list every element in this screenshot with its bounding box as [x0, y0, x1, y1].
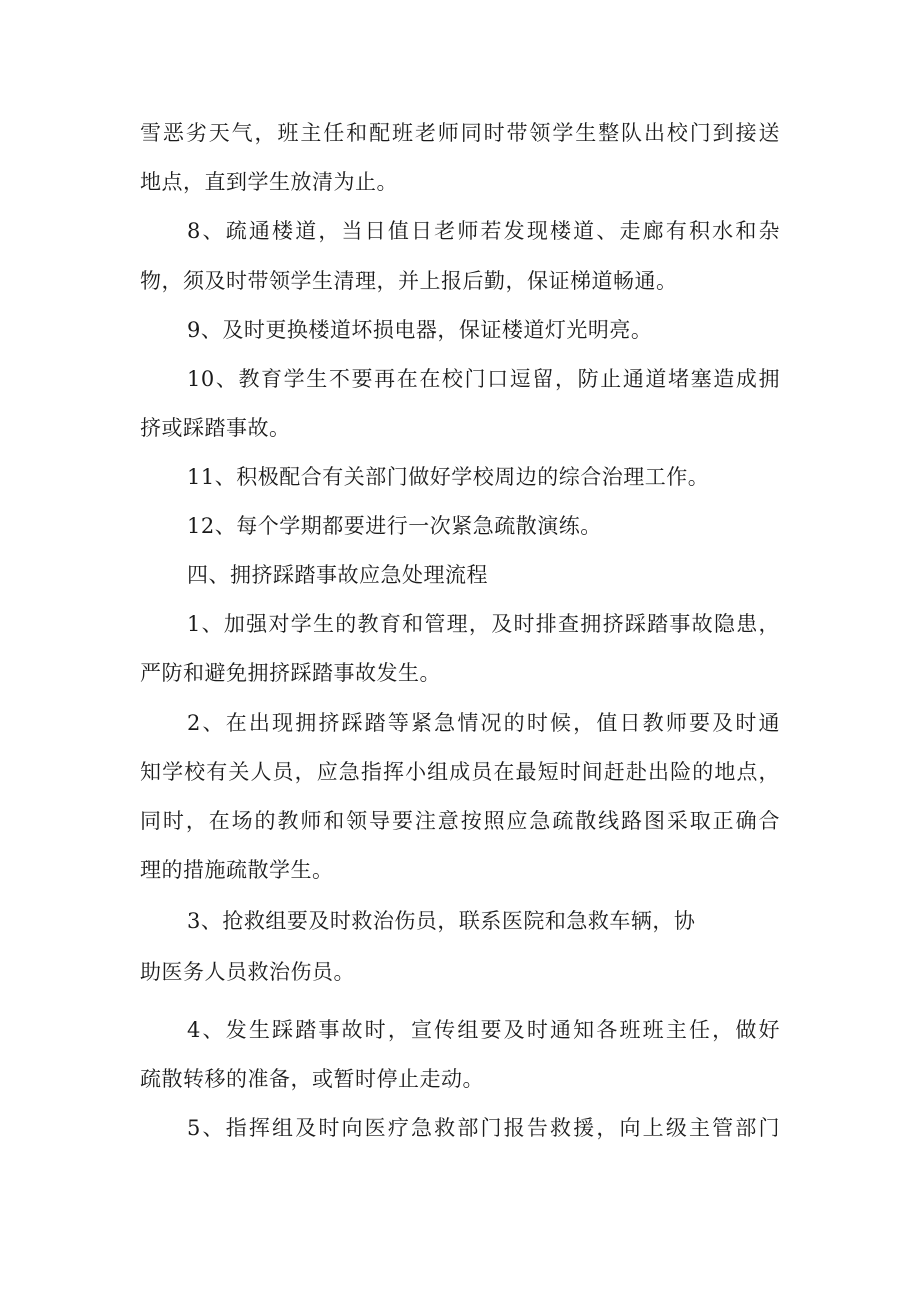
text-line: 9、及时更换楼道坏损电器，保证楼道灯光明亮。	[187, 318, 653, 342]
text-line: 4、发生踩踏事故时，宣传组要及时通知各班班主任，做好	[187, 1018, 780, 1042]
text-line: 3、抢救组要及时救治伤员，联系医院和急救车辆，协	[187, 909, 696, 933]
text-line: 雪恶劣天气，班主任和配班老师同时带领学生整队出校门到接送	[140, 121, 780, 145]
text-line: 助医务人员救治伤员。	[140, 960, 355, 984]
text-line: 12、每个学期都要进行一次紧急疏散演练。	[187, 514, 602, 538]
text-line: 严防和避免拥挤踩踏事故发生。	[140, 661, 441, 685]
text-line: 知学校有关人员，应急指挥小组成员在最短时间赶赴出险的地点，	[140, 760, 780, 784]
text-line: 8、疏通楼道，当日值日老师若发现楼道、走廊有积水和杂	[187, 219, 780, 243]
text-line: 同时，在场的教师和领导要注意按照应急疏散线路图采取正确合	[140, 809, 780, 833]
text-line: 理的措施疏散学生。	[140, 858, 334, 882]
text-line: 物，须及时带领学生清理，并上报后勤，保证梯道畅通。	[140, 269, 678, 293]
text-line: 1、加强对学生的教育和管理，及时排查拥挤踩踏事故隐患，	[187, 612, 780, 636]
text-line: 2、在出现拥挤踩踏等紧急情况的时候，值日教师要及时通	[187, 711, 780, 735]
text-line: 挤或踩踏事故。	[140, 416, 291, 440]
text-line: 疏散转移的准备，或暂时停止走动。	[140, 1067, 484, 1091]
text-line: 地点，直到学生放清为止。	[140, 170, 398, 194]
text-line: 10、教育学生不要再在在校门口逗留，防止通道堵塞造成拥	[187, 367, 780, 391]
text-line: 11、积极配合有关部门做好学校周边的综合治理工作。	[187, 465, 710, 489]
section-heading: 四、拥挤踩踏事故应急处理流程	[187, 563, 488, 587]
text-line: 5、指挥组及时向医疗急救部门报告救援，向上级主管部门	[187, 1116, 780, 1140]
